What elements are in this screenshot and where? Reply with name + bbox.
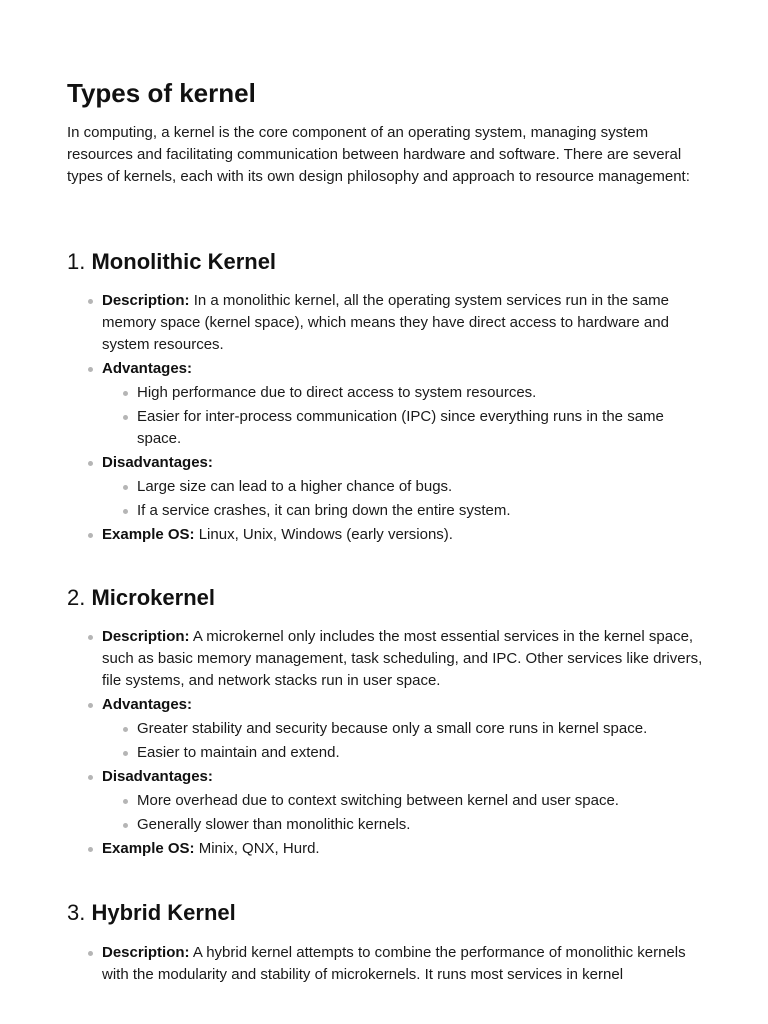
list-item-description [102, 626, 707, 692]
description-label: Description: [102, 628, 190, 645]
section-number: 2. [67, 585, 86, 610]
description-label: Description: [102, 292, 190, 309]
description-text: A hybrid kernel attempts to combine the performance of monolithic kernels with the modularity and stability of microkernels. It runs most services in kernel [102, 944, 686, 983]
disadvantage-item: If a service crashes, it can bring down the entire system. [137, 500, 707, 522]
disadvantages-list [102, 790, 707, 836]
advantages-list [102, 718, 707, 764]
monolithic-details-list [102, 290, 707, 548]
section-number: 1. [67, 249, 86, 274]
example-label: Example OS: [102, 526, 195, 543]
section-number: 3. [67, 900, 86, 925]
list-item-advantages [102, 358, 707, 450]
list-item-disadvantages [102, 766, 707, 836]
disadvantages-label: Disadvantages: [102, 768, 213, 785]
disadvantage-item: Generally slower than monolithic kernels. [137, 814, 707, 836]
example-text: Minix, QNX, Hurd. [198, 840, 320, 857]
disadvantages-label: Disadvantages: [102, 454, 213, 471]
list-item-example [102, 838, 707, 860]
advantages-label: Advantages: [102, 696, 193, 713]
section-title: Microkernel [91, 585, 215, 610]
description-text: A microkernel only includes the most essential services in the kernel space, such as basic memory management, task scheduling, and IPC. Other services like drivers, file systems, and network stacks run in user space. [102, 628, 703, 689]
section-title: Monolithic Kernel [91, 249, 277, 274]
section-heading-hybrid [67, 899, 236, 927]
list-item-advantages [102, 694, 707, 764]
advantage-item: Greater stability and security because only a small core runs in kernel space. [137, 718, 707, 740]
list-item-example [102, 524, 707, 546]
description-label: Description: [102, 944, 190, 961]
example-text: Linux, Unix, Windows (early versions). [198, 526, 453, 543]
list-item-description [102, 942, 707, 986]
intro-paragraph: In computing, a kernel is the core component of an operating system, managing system resources and facilitating communication between hardware and software. There are several types of kernels, each with its own design philosophy and approach to resource management: [67, 124, 690, 185]
page-title: Types of kernel [67, 78, 256, 108]
section-heading-monolithic [67, 248, 276, 276]
advantages-list [102, 382, 707, 450]
example-label: Example OS: [102, 840, 195, 857]
advantage-item: High performance due to direct access to system resources. [137, 382, 707, 404]
section-title: Hybrid Kernel [91, 900, 236, 925]
advantage-item: Easier to maintain and extend. [137, 742, 707, 764]
microkernel-details-list [102, 626, 707, 862]
list-item-disadvantages [102, 452, 707, 522]
list-item-description [102, 290, 707, 356]
advantages-label: Advantages: [102, 360, 193, 377]
disadvantages-list [102, 476, 707, 522]
description-text: In a monolithic kernel, all the operating system services run in the same memory space (kernel space), which means they have direct access to hardware and system resources. [102, 292, 669, 353]
disadvantage-item: Large size can lead to a higher chance of bugs. [137, 476, 707, 498]
disadvantage-item: More overhead due to context switching between kernel and user space. [137, 790, 707, 812]
section-heading-microkernel [67, 584, 215, 612]
advantage-item: Easier for inter-process communication (IPC) since everything runs in the same space. [137, 406, 707, 450]
hybrid-details-list [102, 942, 707, 988]
